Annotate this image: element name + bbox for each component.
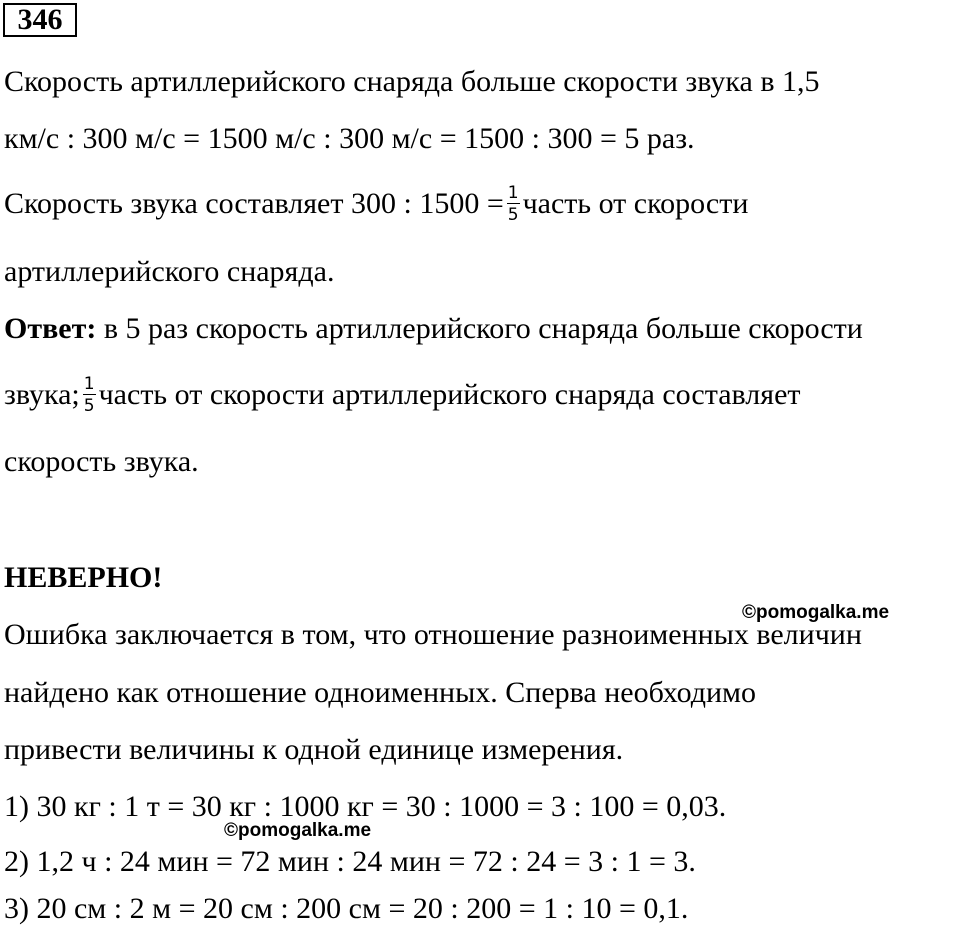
answer-line-3: скорость звука. bbox=[4, 445, 199, 478]
answer-line-2 bbox=[4, 374, 801, 417]
solution-line-2: км/с : 300 м/с = 1500 м/с : 300 м/с = 1500 : 300 = 5 раз. bbox=[4, 122, 695, 155]
review-item-2: 2) 1,2 ч : 24 мин = 72 мин : 24 мин = 72 : 24 = 3 : 1 = 3. bbox=[4, 845, 696, 878]
fraction-denominator: 5 bbox=[83, 396, 95, 417]
fraction-numerator: 1 bbox=[507, 183, 519, 204]
fraction-one-fifth bbox=[83, 375, 96, 415]
watermark: ©pomogalka.me bbox=[224, 820, 372, 841]
answer-label: Ответ: bbox=[4, 312, 97, 345]
fraction-one-fifth bbox=[507, 184, 520, 224]
solution-line-3-tail: часть от скорости bbox=[522, 187, 749, 220]
review-item-3: 3) 20 см : 2 м = 20 см : 200 см = 20 : 200 = 1 : 10 = 0,1. bbox=[4, 892, 689, 925]
answer-line-2-text: звука; bbox=[4, 378, 80, 411]
solution-line-3 bbox=[4, 183, 749, 226]
solution-line-1: Скорость артиллерийского снаряда больше скорости звука в 1,5 bbox=[4, 65, 820, 98]
review-line-1: Ошибка заключается в том, что отношение разноименных величин bbox=[4, 618, 862, 651]
solution-line-3-text: Скорость звука составляет 300 : 1500 = bbox=[4, 187, 504, 220]
review-item-1: 1) 30 кг : 1 т = 30 кг : 1000 кг = 30 : 1000 = 3 : 100 = 0,03. bbox=[4, 790, 727, 823]
problem-number: 346 bbox=[3, 3, 77, 37]
review-heading: НЕВЕРНО! bbox=[4, 561, 163, 594]
review-line-3: привести величины к одной единице измерения. bbox=[4, 733, 624, 766]
fraction-numerator: 1 bbox=[83, 374, 95, 395]
answer-line-1-text: в 5 раз скорость артиллерийского снаряда больше скорости bbox=[96, 312, 863, 345]
answer-line-1 bbox=[4, 311, 863, 347]
watermark: ©pomogalka.me bbox=[742, 602, 890, 623]
fraction-denominator: 5 bbox=[507, 205, 519, 226]
answer-line-2-tail: часть от скорости артиллерийского снаряда составляет bbox=[98, 378, 801, 411]
solution-line-4: артиллерийского снаряда. bbox=[4, 255, 335, 288]
review-line-2: найдено как отношение одноименных. Сперва необходимо bbox=[4, 676, 757, 709]
